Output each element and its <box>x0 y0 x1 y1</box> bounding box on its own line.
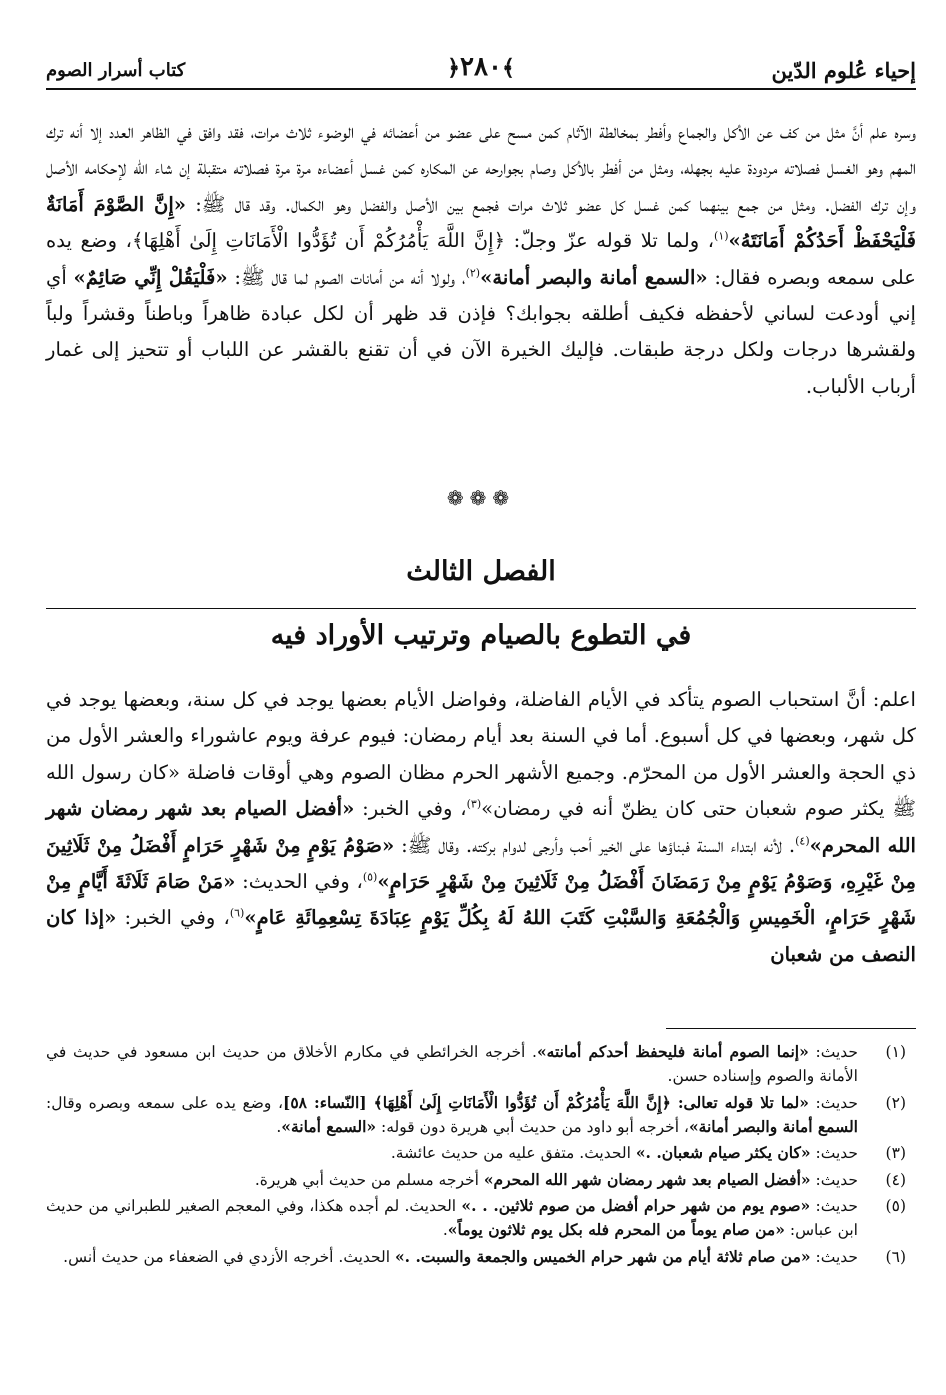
quran-verse: ﴿إِنَّ اللَّهَ يَأْمُرُكُمْ أَن تُؤَدُّوا الْأَمَانَاتِ إِلَىٰ أَهْلِهَا﴾ <box>131 229 506 253</box>
footnote-item <box>46 1168 916 1192</box>
footnote-item <box>46 1141 916 1165</box>
page-number <box>447 52 515 82</box>
footnote-hadith: «من صام ثلاثة أيام من شهر حرام الخميس والجمعة والسبت. .» <box>394 1246 811 1266</box>
hadith-amana: «إِنَّ الصَّوْمَ أَمَانَةٌ فَلْيَحْفَظْ أَحَدُكُمْ أَمَانَتَهُ» <box>46 192 916 253</box>
footnote-number: (٢) <box>885 1093 906 1112</box>
book-title: إحياء عُلوم الدّين <box>771 58 916 83</box>
main-text-2: ، وفي الخبر: <box>354 797 467 821</box>
footnote-ref-3: (٣) <box>466 797 482 811</box>
footnote-hadith: «صوم يوم من شهر حرام أفضل من صوم ثلاثين. . .» <box>461 1196 811 1215</box>
book-page <box>46 0 916 1395</box>
intro-text-3: ، وضع يده على سمعه وبصره فقال: <box>46 229 916 289</box>
ornament-left: ﴿ <box>447 55 461 81</box>
footnote-item <box>46 1040 916 1088</box>
hadith-haram-month: «صَوْمُ يَوْمٍ مِنْ شَهْرٍ حَرَامٍ أَفْضَلُ مِنْ ثَلَاثِينَ مِنْ غَيْرِهِ، وَصَوْمُ يَوْمٍ مِنْ رَمَضَانَ أَفْضَلُ مِنْ ثَلَاثِينَ مِنْ شَهْرٍ حَرَامٍ» <box>46 833 916 894</box>
footnote-item <box>46 1091 916 1139</box>
hadith-muharram: «أفضل الصيام بعد شهر رمضان شهر الله المحرم» <box>46 797 916 857</box>
footnote-text: ، أخرجه أبو داود من حديث أبي هريرة دون قوله: <box>376 1117 689 1136</box>
intro-paragraph <box>46 114 916 405</box>
footnote-hadith: السمع أمانة والبصر أمانة» <box>688 1116 858 1136</box>
main-text-5: ، وفي الخبر: <box>116 906 230 930</box>
footnote-hadith: «السمع أمانة» <box>281 1116 377 1136</box>
footnote-text: الحديث. لم أجده هكذا، وفي المعجم الصغير للطبراني من حديث ابن عباس: <box>46 1197 858 1239</box>
hadith-saim: «فَلْيَقُلْ إِنِّي صَائِمٌ» <box>73 265 228 289</box>
intro-text-5: أي إني أودعت لساني لأحفظه فكيف أطلقه بجوابك؟ فإذن قد ظهر أن لكل عبادة ظاهراً وباطناً وقشراً ولباً ولقشرها درجات ولكل درجة طبقات. فإليك الخيرة الآن في أن تقنع بالقشر عن اللباب أو تتحيز إلى غمار أرباب الألباب. <box>46 265 916 398</box>
footnote-text: حديث: <box>808 1093 858 1112</box>
hadith-shaban: «إذا كان النصف من شعبان <box>46 906 916 966</box>
footnote-text: حديث: <box>810 1247 858 1266</box>
footnote-text: حديث: <box>810 1197 859 1215</box>
footnote-number: (٦) <box>885 1247 906 1266</box>
footnote-hadith: «كان يكثر صيام شعبان. .» <box>635 1143 811 1162</box>
footnote-hadith: «من صام يوماً من المحرم فله بكل يوم ثلاثون يوماً» <box>447 1220 785 1239</box>
footnote-text: الحديث. أخرجه الأزدي في الضعفاء من حديث أنس. <box>63 1247 395 1266</box>
intro-text-2: ، ولما تلا قوله عزّ وجلّ: <box>505 229 715 253</box>
section-separator: ❁❁❁ <box>446 486 516 510</box>
footnote-text: حديث: <box>808 1043 858 1061</box>
footnote-text: أخرجه مسلم من حديث أبي هريرة. <box>254 1170 484 1189</box>
chapter-title: الفصل الثالث <box>406 556 556 587</box>
intro-text-4: ، ولولا أنه من أمانات الصوم لما قال ﷺ: <box>227 265 466 289</box>
footnote-number: (٤) <box>885 1170 906 1189</box>
main-paragraph <box>46 682 916 973</box>
ornament-right: ﴾ <box>501 55 515 81</box>
footnote-ref-6: (٦) <box>229 906 245 920</box>
main-text-4: ، وفي الحديث: <box>235 870 363 894</box>
hadith-sam: «السمع أمانة والبصر أمانة» <box>480 265 708 289</box>
footnote-ref-1: (١) <box>714 229 729 243</box>
header-rule <box>46 88 916 90</box>
footnote-hadith: «أفضل الصيام بعد شهر رمضان شهر الله المحرم» <box>483 1169 811 1189</box>
footnote-ref-2: (٢) <box>465 266 481 280</box>
footnote-item <box>46 1245 916 1269</box>
title-rule <box>46 608 916 609</box>
footnote-item <box>46 1194 916 1242</box>
footnote-text: . <box>276 1117 282 1136</box>
footnote-ref-4: (٤) <box>795 834 810 848</box>
footnote-text: . <box>442 1221 448 1239</box>
running-header <box>46 52 916 92</box>
intro-section <box>46 114 916 405</box>
section-title: في التطوع بالصيام وترتيب الأوراد فيه <box>270 620 692 651</box>
footnote-hadith: «لما تلا قوله تعالى: ﴿إِنَّ اللَّهَ يَأْمُرُكُمْ أَن تُؤَدُّوا الْأَمَانَاتِ إِلَىٰ أَهْلِهَا﴾ [النّساء: ٥٨] <box>282 1092 809 1112</box>
intro-text-1: وسره علم أنَّ مثل من كف عن الأكل والجماع وأفطر بمخالطة الآثام كمن مسح على عضو من أعضائه في الوضوء ثلاث مرات، فقد وافق في الظاهر العدد إلا أنه ترك المهم وهو الغسل فصلاته مردودة عليه بجهله، ومثل من أفطر بالأكل وصام بجوارحه عن المكاره كمن غسل أعضاءه مرة مرة فصلاته متقبلة إن شاء الله لإحكامه الأصل وإن ترك الفضل. ومثل من جمع بينهما كمن غسل كل عضو ثلاث مرات فجمع بين الأصل والفضل وهو الكمال. وقد قال ﷺ: <box>46 120 916 216</box>
footnote-text: . أخرجه الخرائطي في مكارم الأخلاق من حديث ابن مسعود في حديث في الأمانة والصوم وإسناده حسن. <box>46 1043 858 1085</box>
footnote-rule <box>666 1028 916 1029</box>
main-section <box>46 682 916 973</box>
footnote-text: حديث: <box>810 1170 858 1189</box>
chapter-name: كتاب أسرار الصوم <box>46 60 186 81</box>
footnote-number: (٥) <box>885 1197 906 1215</box>
main-text-3: . لأنه ابتداء السنة فبناؤها على الخير أحب وأرجى لدوام بركته. وقال ﷺ: <box>394 833 796 857</box>
footnote-text: حديث: <box>810 1144 858 1162</box>
footnote-text: الحديث. متفق عليه من حديث عائشة. <box>390 1144 636 1162</box>
page-number-value: ٢٨٠ <box>460 52 502 82</box>
main-text-1: اعلم: أنَّ استحباب الصوم يتأكد في الأيام الفاضلة، وفواضل الأيام بعضها يوجد في كل سنة، وبعضها يوجد في كل شهر، وبعضها في كل أسبوع. أما في السنة بعد أيام رمضان: فيوم عرفة ويوم عاشوراء والعشر الأول من ذي الحجة والعشر الأول من المحرّم. وجميع الأشهر الحرم مظان الصوم وهي أوقات فاضلة «كان رسول الله ﷺ يكثر صوم شعبان حتى كان يظنّ أنه في رمضان» <box>46 688 917 821</box>
footnote-number: (١) <box>885 1043 906 1061</box>
footnote-text: ، وضع يده على سمعه وبصره وقال: <box>46 1093 283 1112</box>
footnote-hadith: «إنما الصوم أمانة فليحفظ أحدكم أمانته» <box>536 1042 809 1061</box>
footnote-number: (٣) <box>885 1144 906 1162</box>
footnote-ref-5: (٥) <box>362 870 378 884</box>
footnotes <box>46 1040 916 1271</box>
hadith-three-days: «مَنْ صَامَ ثَلَاثَةَ أَيَّامٍ مِنْ شَهْرٍ حَرَامٍ، الْخَمِيسِ وَالْجُمُعَةِ وَالسَّبْتِ كَتَبَ اللهُ لَهُ بِكُلِّ يَوْمٍ عِبَادَةَ تِسْعِمِائَةِ عَامٍ» <box>46 870 916 930</box>
